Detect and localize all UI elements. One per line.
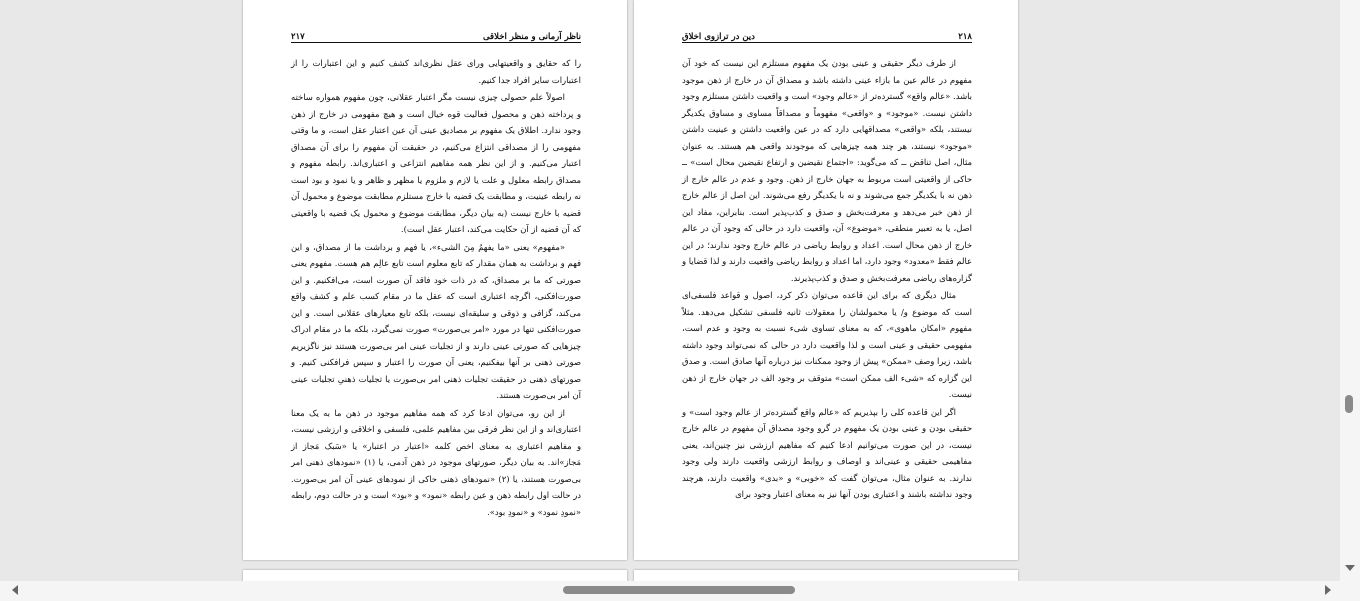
paragraph: از طرف دیگر حقیقی و عینی بودن یک مفهوم مستلزم این نیست که خود آن مفهوم در عالم عین ما بازاء عینی داشته باشد و مصداق آن در خارج از ذهن موجود باشد. «عالم واقع» گسترده‌تر از «عالم وجود» است و واقعیت داشتن مستلزم وجود داشتن نیست. «موجود» و «واقعی» مفهوماً و مصداقاً مساوی و مساوق یکدیگر نیستند، بلکه «واقعی» مصداقهایی دارد که در عین واقعیت داشتن و عینیت داشتن «موجود» نیستند، هر چند همه چیزهایی که موجودند واقعی هم هستند. به عنوان مثال، اصل تناقض ــ که می‌گوید: «اجتماع نقیضین و ارتفاع نقیضین محال است» ــ حاکی از واقعیتی است مربوط به جهان خارج از ذهن. وجود و عدم در عالم خارج از ذهن نه با یکدیگر جمع می‌شوند و نه با یکدیگر رفع می‌شوند. این اصل از عالم خارج از ذهن خبر می‌دهد و معرفت‌بخش و صدق و کذب‌پذیر است. بنابراین، مفاد این اصل، یا به تعبیر منطقی، «موضوع» آن، واقعیت دارد در حالی که وجود آن در عالم خارج از ذهن محال است. اعداد و روابط ریاضی در عالم خارج وجود ندارند؛ در این عالم فقط «معدود» وجود دارد، اما اعداد و روابط ریاضی واقعیت دارند و لذا قضایا و گزاره‌های ریاضی معرفت‌بخش و صدق و کذب‌پذیرند. <box>682 58 972 283</box>
vertical-scrollbar[interactable] <box>1340 0 1360 581</box>
running-title: دین در ترازوی اخلاق <box>682 32 755 42</box>
paragraph: اصولاً علم حصولی چیزی نیست مگر اعتبار عقلانی، چون مفهوم همواره ساخته و پرداخته ذهن و محصول فعالیت قوه خیال است و هیچ مفهومی در خارج از ذهن وجود ندارد. اطلاق یک مفهوم بر مصادیق عینی آن عین اعتبار عقل است، و ما وقتی مفهومی را از مصداقی انتزاع می‌کنیم، در حقیقت آن مفهوم را برای آن مصداق اعتبار می‌کنیم. و از این نظر همه مفاهیم انتزاعی و اعتباری‌اند. رابطه مفهوم و مصداق رابطه معلول و علت یا لازم و ملزوم یا مظهر و ظاهر و یا نمود و بود است نه رابطه عینیت، و مطابقت یک قضیه با خارج مستلزم مطابقت موضوع و محمول آن قضیه با خارج نیست (به بیان دیگر، مطابقت موضوع و محمول یک قضیه با واقعیتی که آن قضیه از آن حکایت می‌کند، اعتبار عقل است). <box>291 92 581 234</box>
page-body <box>291 55 581 542</box>
next-page-left <box>243 570 627 581</box>
page-body <box>682 55 972 542</box>
page-217 <box>243 0 627 560</box>
scrollbar-corner <box>1340 581 1360 601</box>
paragraph: مثال دیگری که برای این قاعده می‌توان ذکر کرد، اصول و قواعد فلسفی‌ای است که موضوع و/ یا محمولشان را معقولات ثانیه فلسفی تشکیل می‌دهد. مثلاً مفهوم «امکان ماهوی»، که به معنای تساوی شیء نسبت به وجود و عدم است، مفهومی حقیقی و عینی است و لذا واقعیت دارد در حالی که نمی‌تواند وجود داشته باشد، زیرا وصف «ممکن» پیش از وجود ممکنات نیز درباره آنها صادق است. و صدق این گزاره که «شیء الف ممکن است» متوقف بر وجود الف در جهان خارج از ذهن نیست. <box>682 290 972 399</box>
paragraph: اگر این قاعده کلی را بپذیریم که «عالم واقع گسترده‌تر از عالم وجود است» و حقیقی بودن و عینی بودن یک مفهوم در گرو وجود مصداق آن مفهوم در عالم خارج نیست، در این صورت می‌توانیم ادعا کنیم که مفاهیم ارزشی نیز چنین‌اند، یعنی مفاهیمی حقیقی و عینی‌اند و اوصاف و روابط ارزشی واقعیت دارند ولی وجود ندارند. به عنوان مثال، می‌توان گفت که «خوبی» و «بدی» واقعیت دارند، هرچند وجود نداشته باشند و اعتباری بودن آنها نیز به معنای اعتبار وجود برای <box>682 406 972 499</box>
scroll-right-arrow-icon[interactable] <box>1325 585 1331 595</box>
page-218 <box>634 0 1018 560</box>
paragraph: از این رو، می‌توان ادعا کرد که همه مفاهیم موجود در ذهن ما به یک معنا اعتباری‌اند و از این نظر فرقی بین مفاهیم علمی، فلسفی و اخلاقی و ارزشی نیست، و مفاهیم اعتباری به معنای اخص کلمه «اعتبار در اعتبار» یا «سَبک مَجاز از مَجاز»اند. به بیان دیگر، صورتهای موجود در ذهن آدمی، یا (۱) «نمودهای ذهنی امر بی‌صورت هستند، یا (۲) «نمودهای ذهنی حاکی از نمودهای عینی آن امر بی‌صورت. در حالت اول رابطه ذهن و عین رابطه «نمود» و «بود» است و در حالت دوم، رابطه «نمودِ نمود» و «نمودِ بود». <box>291 407 582 517</box>
running-title: ناظر آرمانی و منظر اخلاقی <box>482 32 581 42</box>
scroll-left-arrow-icon[interactable] <box>12 585 18 595</box>
page-number: ۲۱۸ <box>958 32 972 42</box>
page-header <box>291 26 581 43</box>
horizontal-scroll-thumb[interactable] <box>563 586 795 594</box>
next-page-right <box>634 570 1018 581</box>
page-number: ۲۱۷ <box>291 32 305 42</box>
page-header <box>682 26 972 43</box>
paragraph: را که حقایق و واقعیتهایی ورای عقل نظری‌اند کشف کنیم و این اعتبارات را از اعتبارات سایر افراد جدا کنیم. <box>291 58 581 85</box>
vertical-scroll-thumb[interactable] <box>1345 395 1353 413</box>
horizontal-scrollbar[interactable] <box>0 581 1340 601</box>
paragraph: «مفهوم» یعنی «ما یفهمُ مِنَ الشیء»، یا فهم و برداشت ما از مصداق، و این فهم و برداشت به همان مقدار که تابع معلوم است تابع عالِم هم هست. مفهوم یعنی صورتی که ما بر مصداق، که در ذات خود فاقد آن صورت است، می‌افکنیم. و این صورت‌افکنی، اگرچه اعتباری است که عقل ما در مقام کسب علم و کشف واقع می‌کند، گزافی و ذوقی و سلیقه‌ای نیست، بلکه تابع معیارهای عقلانی است. و این صورت‌افکنی تنها در مورد «امر بی‌صورت» صورت نمی‌گیرد، بلکه ما در مقام ادراک چیزهایی که صورتی عینی دارند و از تجلیات عینی امر بی‌صورت هستند نیز ناگزیریم صورتی ذهنی بر آنها بیفکنیم، یعنی آن صورت را اعتبار و سپس فرافکنی کنیم. و صورتهای ذهنی در حقیقت تجلیات ذهنی امر بی‌صورت یا تجلیات ذهنیِ تجلیات عینی آن امر بی‌صورت هستند. <box>291 241 581 400</box>
scroll-down-arrow-icon[interactable] <box>1345 565 1355 571</box>
